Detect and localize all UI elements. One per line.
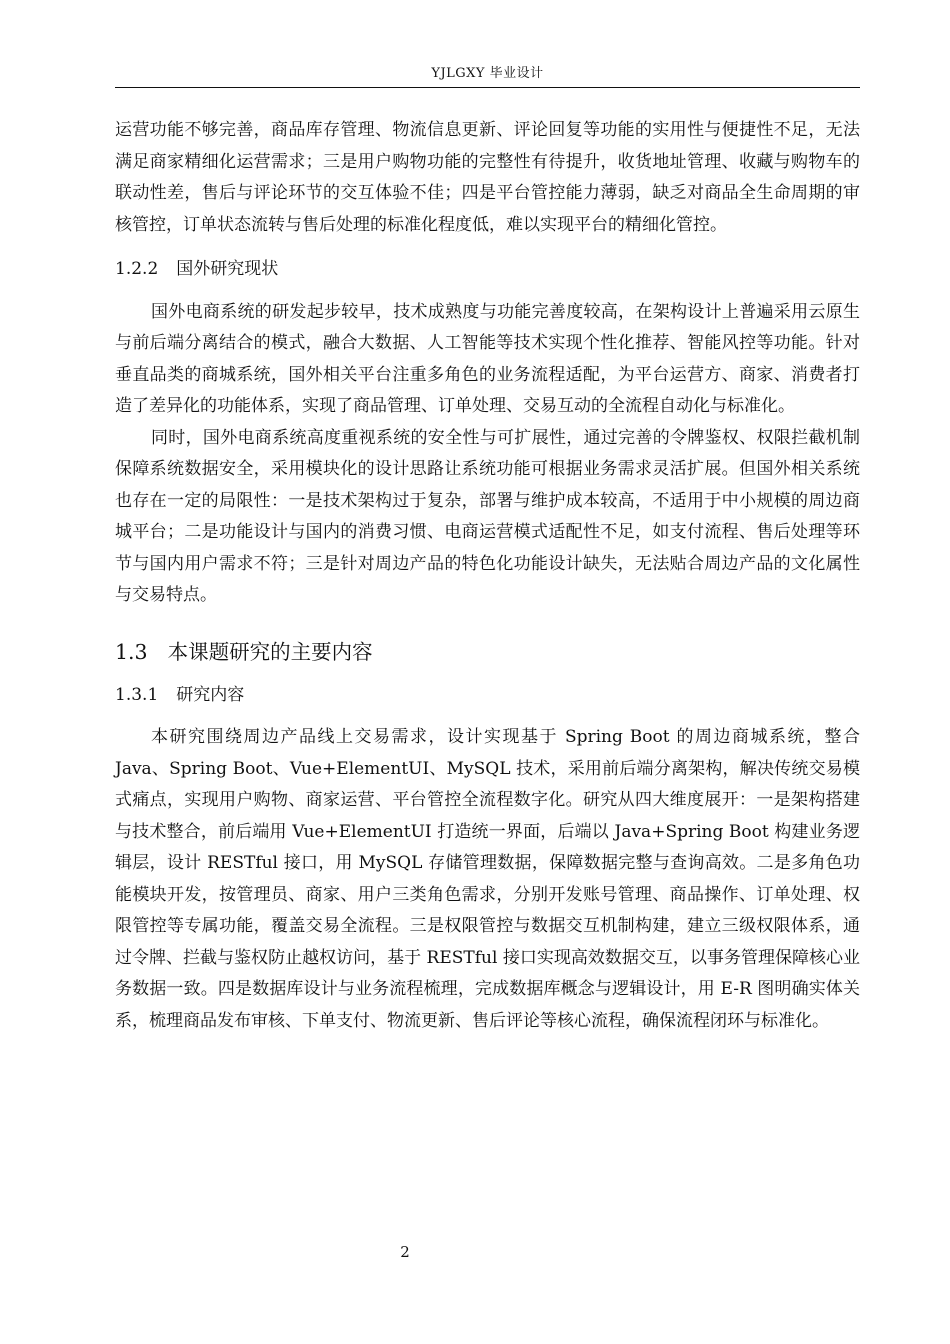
section-heading-1-3-1 (115, 680, 860, 712)
header-rule (115, 87, 860, 88)
section-number: 1.3 (115, 639, 148, 664)
section-heading-1-3 (115, 637, 860, 667)
section-heading-1-2-2 (115, 254, 860, 286)
section-title: 研究内容 (176, 684, 245, 705)
paragraph-foreign-research-1: 国外电商系统的研发起步较早，技术成熟度与功能完善度较高，在架构设计上普遍采用云原生与前后端分离结合的模式，融合大数据、人工智能等技术实现个性化推荐、智能风控等功能。针对垂直品类的商城系统，国外相关平台注重多角色的业务流程适配，为平台运营方、商家、消费者打造了差异化的功能体系，实现了商品管理、订单处理、交易互动的全流程自动化与标准化。 (115, 301, 860, 416)
section-title: 本课题研究的主要内容 (167, 639, 373, 664)
section-title: 国外研究现状 (176, 259, 279, 279)
paragraph-continuation: 运营功能不够完善，商品库存管理、物流信息更新、评论回复等功能的实用性与便捷性不足，无法满足商家精细化运营需求；三是用户购物功能的完整性有待提升，收货地址管理、收藏与购物车的联动性差，售后与评论环节的交互体验不佳；四是平台管控能力薄弱，缺乏对商品全生命周期的审核管控，订单状态流转与售后处理的标准化程度低，难以实现平台的精细化管控。 (115, 120, 860, 235)
page-header: YJLGXY 毕业设计 (431, 66, 544, 81)
page-number: 2 (400, 1243, 410, 1261)
paragraph-research-content: 本研究围绕周边产品线上交易需求，设计实现基于 Spring Boot 的周边商城系统，整合 Java、Spring Boot、Vue+ElementUI、MySQL 技术，采用前后端分离架构，解决传统交易模式痛点，实现用户购物、商家运营、平台管控全流程数字化。研究从四大维度展开：一是架构搭建与技术整合，前后端用 Vue+ElementUI 打造统一界面，后端以 Java+Spring Boot 构建业务逻辑层，设计 RESTful 接口，用 MySQL 存储管理数据，保障数据完整与查询高效。二是多角色功能模块开发，按管理员、商家、用户三类角色需求，分别开发账号管理、商品操作、订单处理、权限管控等专属功能，覆盖交易全流程。三是权限管控与数据交互机制构建，建立三级权限体系，通过令牌、拦截与鉴权防止越权访问，基于 RESTful 接口实现高效数据交互，以事务管理保障核心业务数据一致。四是数据库设计与业务流程梳理，完成数据库概念与逻辑设计，用 E-R 图明确实体关系，梳理商品发布审核、下单支付、物流更新、售后评论等核心流程，确保流程闭环与标准化。 (115, 727, 860, 1031)
section-number: 1.2.2 (115, 259, 159, 279)
section-number: 1.3.1 (115, 684, 159, 705)
paragraph-foreign-research-2: 同时，国外电商系统高度重视系统的安全性与可扩展性，通过完善的令牌鉴权、权限拦截机制保障系统数据安全，采用模块化的设计思路让系统功能可根据业务需求灵活扩展。但国外相关系统也存在一定的局限性：一是技术架构过于复杂，部署与维护成本较高，不适用于中小规模的周边商城平台；二是功能设计与国内的消费习惯、电商运营模式适配性不足，如支付流程、售后处理等环节与国内用户需求不符；三是针对周边产品的特色化功能设计缺失，无法贴合周边产品的文化属性与交易特点。 (115, 427, 860, 605)
page-body (115, 115, 860, 1037)
